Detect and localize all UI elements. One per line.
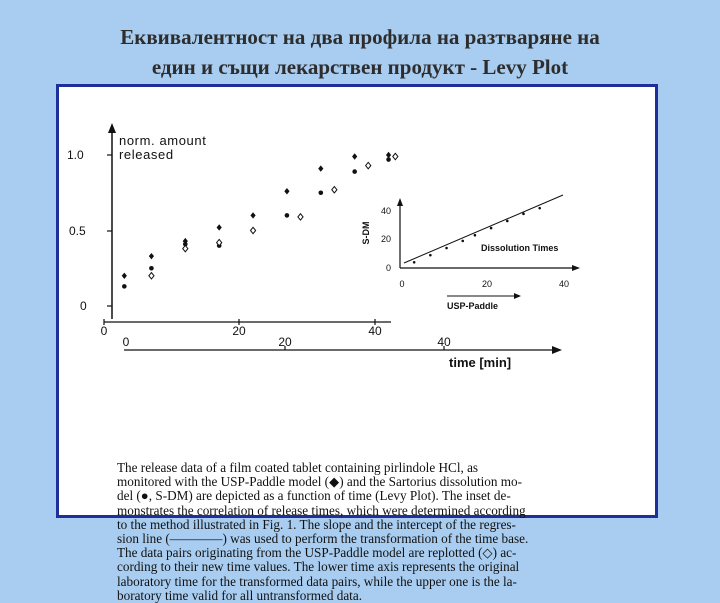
slide-title-line-1: Еквивалентност на два профила на разтваряне на bbox=[120, 25, 600, 49]
data-point-paddle bbox=[352, 153, 357, 159]
inset-y-tick-label-0: 0 bbox=[386, 263, 392, 273]
figure-caption bbox=[117, 461, 647, 603]
inset-y-tick-label-40: 40 bbox=[381, 206, 392, 216]
inset-x-tick-label-40: 40 bbox=[558, 279, 570, 289]
data-point-replotted bbox=[183, 245, 188, 251]
y-tick-label-05: 0.5 bbox=[69, 224, 86, 238]
caption-line: to the method illustrated in Fig. 1. The slope and the intercept of the regres- bbox=[117, 516, 516, 532]
figure-frame bbox=[56, 84, 658, 603]
inset-y-tick-label-20: 20 bbox=[381, 234, 392, 244]
inset-x-axis-arrow bbox=[572, 265, 580, 271]
y-axis-arrow bbox=[108, 123, 116, 133]
inset-data-point bbox=[445, 247, 448, 250]
inset-data-point bbox=[413, 261, 416, 264]
y-tick-label-1: 1.0 bbox=[67, 148, 84, 162]
inset-data-point bbox=[461, 240, 464, 243]
lower-x-tick-label-40: 40 bbox=[437, 335, 451, 349]
data-point-sdm bbox=[149, 266, 154, 271]
levy-plot-chart bbox=[59, 87, 655, 377]
caption-line: boratory time valid for all untransformed data. bbox=[117, 587, 362, 603]
data-point-paddle bbox=[284, 188, 289, 194]
caption-line: cording to their new time values. The lower time axis represents the original bbox=[117, 559, 520, 575]
data-point-replotted bbox=[393, 153, 398, 159]
caption-line: monstrates the correlation of release times, which were determined according bbox=[117, 502, 526, 518]
slide-title-line-2: един и същи лекарствен продукт - Levy Plot bbox=[151, 55, 569, 79]
inset-x-tick-label-0: 0 bbox=[399, 279, 405, 289]
data-point-replotted bbox=[366, 162, 371, 168]
data-point-replotted bbox=[250, 227, 255, 233]
caption-line: monitored with the USP-Paddle model (◆) and the Sartorius dissolution mo- bbox=[117, 474, 522, 490]
data-point-sdm bbox=[352, 169, 357, 174]
data-point-sdm bbox=[122, 284, 127, 289]
upper-x-tick-label-20: 20 bbox=[232, 324, 246, 338]
inset-data-point bbox=[474, 234, 477, 237]
data-point-replotted bbox=[149, 273, 154, 279]
lower-x-tick-label-20: 20 bbox=[278, 335, 292, 349]
data-point-paddle bbox=[318, 165, 323, 171]
data-point-sdm bbox=[319, 190, 324, 195]
lower-x-tick-label-0: 0 bbox=[122, 335, 130, 349]
caption-line: del (●, S-DM) are depicted as a function of time (Levy Plot). The inset de- bbox=[117, 488, 511, 504]
inset-x-tick-label-20: 20 bbox=[481, 279, 493, 289]
inset-x-label-arrow bbox=[514, 293, 521, 299]
legend-line-2: released bbox=[119, 147, 174, 162]
data-point-paddle bbox=[217, 224, 222, 230]
inset-data-point bbox=[522, 213, 525, 216]
inset-x-label: USP-Paddle bbox=[447, 301, 499, 311]
caption-line: sion line (————) was used to perform the transformation of the time base. bbox=[117, 531, 529, 547]
data-point-paddle bbox=[250, 212, 255, 218]
legend-line-1: norm. amount bbox=[119, 133, 207, 148]
upper-x-tick-label-40: 40 bbox=[368, 324, 382, 338]
upper-x-tick-label-0: 0 bbox=[100, 324, 108, 338]
inset-data-point bbox=[538, 207, 541, 210]
lower-x-axis-arrow bbox=[552, 346, 562, 354]
inset-data-point bbox=[429, 254, 432, 257]
inset-data-point bbox=[490, 227, 493, 230]
y-tick-label-0: 0 bbox=[80, 299, 87, 313]
inset-y-axis-arrow bbox=[397, 198, 403, 206]
caption-line: The data pairs originating from the USP-Paddle model are replotted (◇) ac- bbox=[117, 545, 517, 561]
data-point-replotted bbox=[298, 214, 303, 220]
data-point-paddle bbox=[149, 253, 154, 259]
caption-line: laboratory time for the transformed data pairs, while the upper one is the la- bbox=[117, 573, 517, 589]
inset-data-point bbox=[506, 220, 509, 223]
slide-title bbox=[0, 22, 720, 82]
inset-annotation: Dissolution Times bbox=[481, 243, 559, 253]
caption-line: The release data of a film coated tablet containing pirlindole HCl, as bbox=[117, 460, 479, 475]
data-point-sdm bbox=[285, 213, 290, 218]
x-axis-label: time [min] bbox=[449, 355, 512, 370]
inset-y-label: S-DM bbox=[361, 221, 371, 245]
data-point-paddle bbox=[122, 273, 127, 279]
data-point-sdm bbox=[386, 157, 391, 162]
data-point-replotted bbox=[332, 187, 337, 193]
